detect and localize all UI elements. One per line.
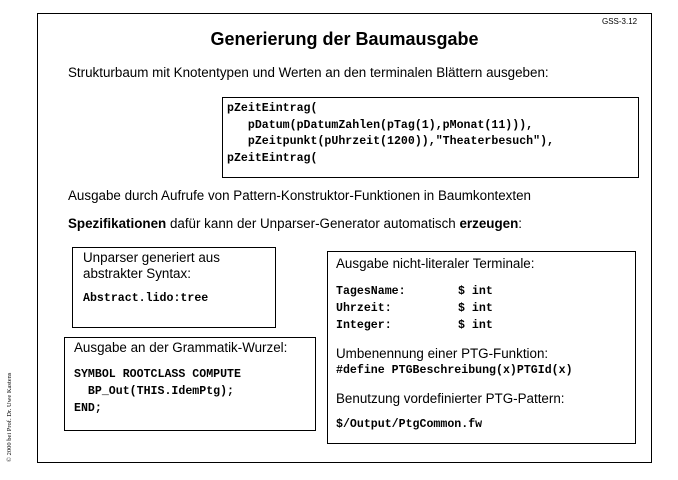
copyright-notice: © 2000 bei Prof. Dr. Uwe Kastens <box>6 372 13 462</box>
output-description: Ausgabe durch Aufrufe von Pattern-Konstruktor-Funktionen in Baumkontexten <box>68 188 531 203</box>
root-box <box>64 337 316 431</box>
unparser-line1: Unparser generiert aus <box>83 250 220 265</box>
terminal-row <box>336 300 635 317</box>
specification-line <box>68 216 522 231</box>
terminal-heading: Ausgabe nicht-literaler Terminale: <box>336 256 535 271</box>
slide-id: GSS-3.12 <box>602 17 638 26</box>
tree-line: pZeitpunkt(pUhrzeit(1200)),"Theaterbesuch"), <box>227 135 554 148</box>
spec-bold-end: erzeugen <box>459 216 519 231</box>
predefined-heading: Benutzung vordefinierter PTG-Pattern: <box>336 391 565 406</box>
root-code-line: END; <box>74 402 102 415</box>
intro-text: Strukturbaum mit Knotentypen und Werten an den terminalen Blättern ausgeben: <box>68 65 549 80</box>
terminal-name: Integer: <box>336 319 392 332</box>
terminal-type: $ int <box>458 285 493 298</box>
tree-line: pZeitEintrag( <box>227 102 318 115</box>
root-heading: Ausgabe an der Grammatik-Wurzel: <box>74 340 288 355</box>
root-code-line: SYMBOL ROOTCLASS COMPUTE <box>74 368 241 381</box>
terminal-type: $ int <box>458 319 493 332</box>
tree-line: pDatum(pDatumZahlen(pTag(1),pMonat(11))), <box>227 118 534 132</box>
terminal-row <box>336 317 635 334</box>
page-title: Generierung der Baumausgabe <box>210 29 479 49</box>
unparser-box <box>72 247 276 328</box>
rename-heading: Umbenennung einer PTG-Funktion: <box>336 346 549 361</box>
tree-example-box <box>222 97 639 178</box>
terminal-box <box>327 251 636 444</box>
terminal-name: Uhrzeit: <box>336 302 392 315</box>
unparser-line2: abstrakter Syntax: <box>83 266 191 281</box>
terminal-name: TagesName: <box>336 285 406 298</box>
predefined-code: $/Output/PtgCommon.fw <box>336 418 483 431</box>
spec-middle: dafür kann der Unparser-Generator automatisch <box>166 216 460 231</box>
terminal-type: $ int <box>458 302 493 315</box>
terminal-row <box>336 283 635 300</box>
root-code-line: BP_Out(THIS.IdemPtg); <box>74 385 235 398</box>
rename-code: #define PTGBeschreibung(x)PTGId(x) <box>336 364 573 377</box>
spec-end: : <box>518 216 523 231</box>
tree-line: pZeitEintrag( <box>227 151 318 165</box>
spec-bold-start: Spezifikationen <box>68 216 167 231</box>
unparser-code: Abstract.lido:tree <box>83 292 209 305</box>
